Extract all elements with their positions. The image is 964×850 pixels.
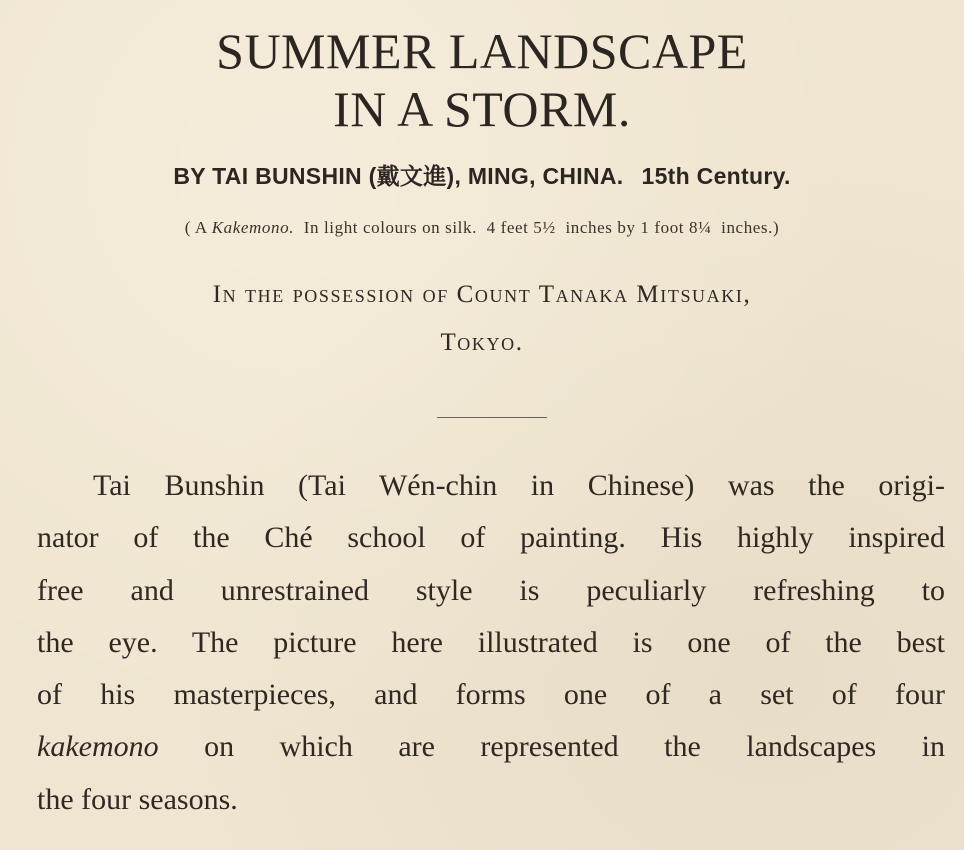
artist-attribution: BY TAI BUNSHIN (戴文進), MING, CHINA. [173, 163, 624, 189]
body-line-6-rest: on which are represented the landscapes in [158, 730, 945, 764]
title-line-1: SUMMER LANDSCAPE [216, 23, 748, 79]
page-title [0, 22, 964, 138]
medium-type: Kakemono. [211, 218, 295, 237]
body-line-4: the eye. The picture here illustrated is one of the best [37, 625, 945, 659]
body-line-2: nator of the Ché school of painting. His highly inspired [37, 521, 945, 555]
title-line-2: IN A STORM. [333, 81, 631, 137]
medium-open: ( A [184, 218, 212, 237]
body-line-1: Tai Bunshin (Tai Wén-chin in Chinese) was the origi- [93, 469, 945, 502]
ownership-note [0, 271, 964, 367]
section-divider [437, 417, 547, 418]
body-paragraph [37, 460, 945, 826]
ownership-line-2: Tokyo. [440, 329, 524, 356]
body-line-5: of his masterpieces, and forms one of a set of four [37, 678, 945, 712]
medium-dimensions [0, 218, 964, 238]
century-label: 15th Century. [641, 163, 791, 189]
medium-details: In light colours on silk. 4 feet 5½ inches by 1 foot 8¼ inches.) [294, 218, 780, 237]
body-line-3: free and unrestrained style is peculiarly refreshing to [37, 573, 945, 607]
artist-byline [0, 158, 964, 191]
ownership-line-1: In the possession of Count Tanaka Mitsuaki, [212, 281, 752, 308]
body-italic-term: kakemono [37, 730, 159, 764]
body-line-7: the four seasons. [37, 782, 238, 816]
body-line-6 [37, 721, 945, 773]
